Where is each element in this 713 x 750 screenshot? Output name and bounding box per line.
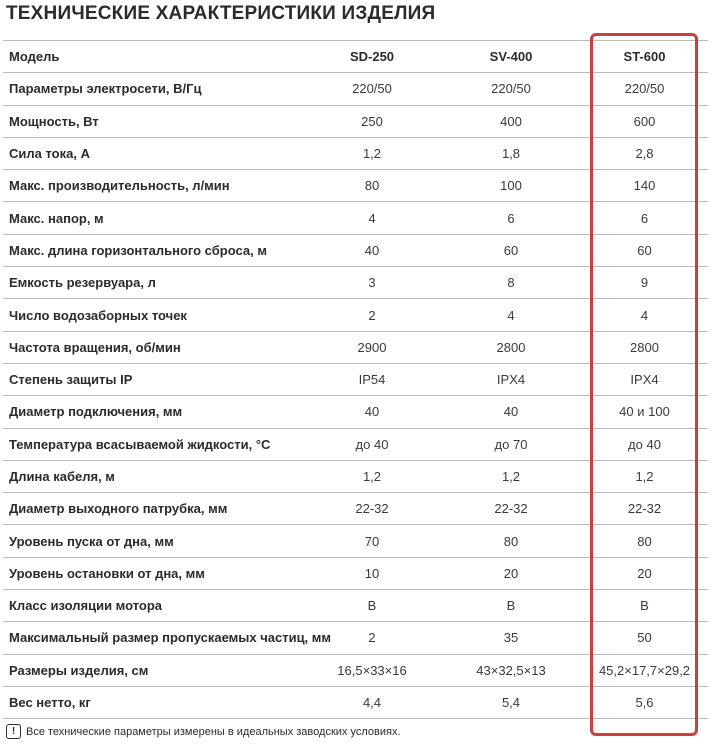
cell-st-600: B bbox=[581, 590, 708, 622]
cell-sv-400: 400 bbox=[441, 105, 581, 137]
cell-sv-400: 6 bbox=[441, 202, 581, 234]
cell-sd-250: 1,2 bbox=[303, 137, 441, 169]
row-label: Макс. производительность, л/мин bbox=[3, 170, 303, 202]
row-label: Максимальный размер пропускаемых частиц, мм bbox=[3, 622, 303, 654]
cell-st-600: 40 и 100 bbox=[581, 396, 708, 428]
cell-sd-250: 250 bbox=[303, 105, 441, 137]
cell-sd-250: 22-32 bbox=[303, 493, 441, 525]
cell-sv-400: 1,2 bbox=[441, 460, 581, 492]
row-label: Число водозаборных точек bbox=[3, 299, 303, 331]
row-label: Емкость резервуара, л bbox=[3, 267, 303, 299]
cell-st-600: 2,8 bbox=[581, 137, 708, 169]
row-label: Уровень пуска от дна, мм bbox=[3, 525, 303, 557]
cell-sv-400: 80 bbox=[441, 525, 581, 557]
table-row bbox=[3, 557, 708, 589]
cell-st-600: 2800 bbox=[581, 331, 708, 363]
row-label: Степень защиты IP bbox=[3, 363, 303, 395]
cell-st-600: 45,2×17,7×29,2 bbox=[581, 654, 708, 686]
row-label: Длина кабеля, м bbox=[3, 460, 303, 492]
row-label: Размеры изделия, см bbox=[3, 654, 303, 686]
row-label: Диаметр подключения, мм bbox=[3, 396, 303, 428]
footnote bbox=[6, 724, 401, 739]
cell-sv-400: 8 bbox=[441, 267, 581, 299]
cell-sd-250: 1,2 bbox=[303, 460, 441, 492]
cell-sd-250: 70 bbox=[303, 525, 441, 557]
cell-st-600: 60 bbox=[581, 234, 708, 266]
cell-sd-250: 80 bbox=[303, 170, 441, 202]
table-header-row bbox=[3, 41, 708, 73]
model-header-sd-250: SD-250 bbox=[303, 41, 441, 73]
table-row bbox=[3, 234, 708, 266]
table-row bbox=[3, 363, 708, 395]
header-label: Модель bbox=[3, 41, 303, 73]
cell-sd-250: до 40 bbox=[303, 428, 441, 460]
model-header-st-600: ST-600 bbox=[581, 41, 708, 73]
row-label: Класс изоляции мотора bbox=[3, 590, 303, 622]
cell-sd-250: 10 bbox=[303, 557, 441, 589]
table-row bbox=[3, 299, 708, 331]
cell-st-600: 600 bbox=[581, 105, 708, 137]
cell-st-600: 5,6 bbox=[581, 686, 708, 718]
cell-sd-250: 4 bbox=[303, 202, 441, 234]
cell-sv-400: 43×32,5×13 bbox=[441, 654, 581, 686]
page-title: ТЕХНИЧЕСКИЕ ХАРАКТЕРИСТИКИ ИЗДЕЛИЯ bbox=[6, 3, 436, 24]
cell-sv-400: 2800 bbox=[441, 331, 581, 363]
cell-sd-250: 16,5×33×16 bbox=[303, 654, 441, 686]
cell-st-600: 9 bbox=[581, 267, 708, 299]
table-row bbox=[3, 525, 708, 557]
table-row bbox=[3, 170, 708, 202]
cell-st-600: 4 bbox=[581, 299, 708, 331]
footnote-text: Все технические параметры измерены в идеальных заводских условиях. bbox=[26, 725, 401, 738]
cell-sd-250: B bbox=[303, 590, 441, 622]
cell-sd-250: 3 bbox=[303, 267, 441, 299]
table-row bbox=[3, 331, 708, 363]
model-header-sv-400: SV-400 bbox=[441, 41, 581, 73]
cell-st-600: до 40 bbox=[581, 428, 708, 460]
cell-sd-250: IP54 bbox=[303, 363, 441, 395]
table-row bbox=[3, 493, 708, 525]
cell-sv-400: 1,8 bbox=[441, 137, 581, 169]
cell-st-600: 20 bbox=[581, 557, 708, 589]
cell-st-600: 220/50 bbox=[581, 73, 708, 105]
cell-sd-250: 4,4 bbox=[303, 686, 441, 718]
cell-st-600: 50 bbox=[581, 622, 708, 654]
specifications-table bbox=[3, 40, 708, 719]
cell-sd-250: 2900 bbox=[303, 331, 441, 363]
cell-sv-400: 100 bbox=[441, 170, 581, 202]
cell-sv-400: 5,4 bbox=[441, 686, 581, 718]
row-label: Макс. напор, м bbox=[3, 202, 303, 234]
row-label: Температура всасываемой жидкости, °C bbox=[3, 428, 303, 460]
table-row bbox=[3, 654, 708, 686]
cell-st-600: 6 bbox=[581, 202, 708, 234]
table-row bbox=[3, 686, 708, 718]
row-label: Частота вращения, об/мин bbox=[3, 331, 303, 363]
cell-st-600: 22-32 bbox=[581, 493, 708, 525]
table-row bbox=[3, 396, 708, 428]
cell-st-600: 1,2 bbox=[581, 460, 708, 492]
table-row bbox=[3, 137, 708, 169]
row-label: Уровень остановки от дна, мм bbox=[3, 557, 303, 589]
cell-sd-250: 220/50 bbox=[303, 73, 441, 105]
cell-sv-400: 22-32 bbox=[441, 493, 581, 525]
cell-sv-400: 20 bbox=[441, 557, 581, 589]
cell-st-600: 80 bbox=[581, 525, 708, 557]
row-label: Вес нетто, кг bbox=[3, 686, 303, 718]
row-label: Макс. длина горизонтального сброса, м bbox=[3, 234, 303, 266]
cell-sv-400: до 70 bbox=[441, 428, 581, 460]
table-row bbox=[3, 105, 708, 137]
table-row bbox=[3, 622, 708, 654]
table-row bbox=[3, 590, 708, 622]
cell-sv-400: IPX4 bbox=[441, 363, 581, 395]
row-label: Параметры электросети, В/Гц bbox=[3, 73, 303, 105]
cell-st-600: 140 bbox=[581, 170, 708, 202]
cell-sv-400: 40 bbox=[441, 396, 581, 428]
table-row bbox=[3, 73, 708, 105]
row-label: Мощность, Вт bbox=[3, 105, 303, 137]
table-row bbox=[3, 460, 708, 492]
table-row bbox=[3, 202, 708, 234]
cell-st-600: IPX4 bbox=[581, 363, 708, 395]
cell-sd-250: 2 bbox=[303, 299, 441, 331]
warning-icon: ! bbox=[6, 724, 21, 739]
cell-sv-400: B bbox=[441, 590, 581, 622]
cell-sv-400: 220/50 bbox=[441, 73, 581, 105]
cell-sd-250: 2 bbox=[303, 622, 441, 654]
cell-sd-250: 40 bbox=[303, 396, 441, 428]
row-label: Диаметр выходного патрубка, мм bbox=[3, 493, 303, 525]
cell-sv-400: 35 bbox=[441, 622, 581, 654]
table-row bbox=[3, 428, 708, 460]
cell-sv-400: 60 bbox=[441, 234, 581, 266]
cell-sd-250: 40 bbox=[303, 234, 441, 266]
row-label: Сила тока, А bbox=[3, 137, 303, 169]
table-row bbox=[3, 267, 708, 299]
cell-sv-400: 4 bbox=[441, 299, 581, 331]
